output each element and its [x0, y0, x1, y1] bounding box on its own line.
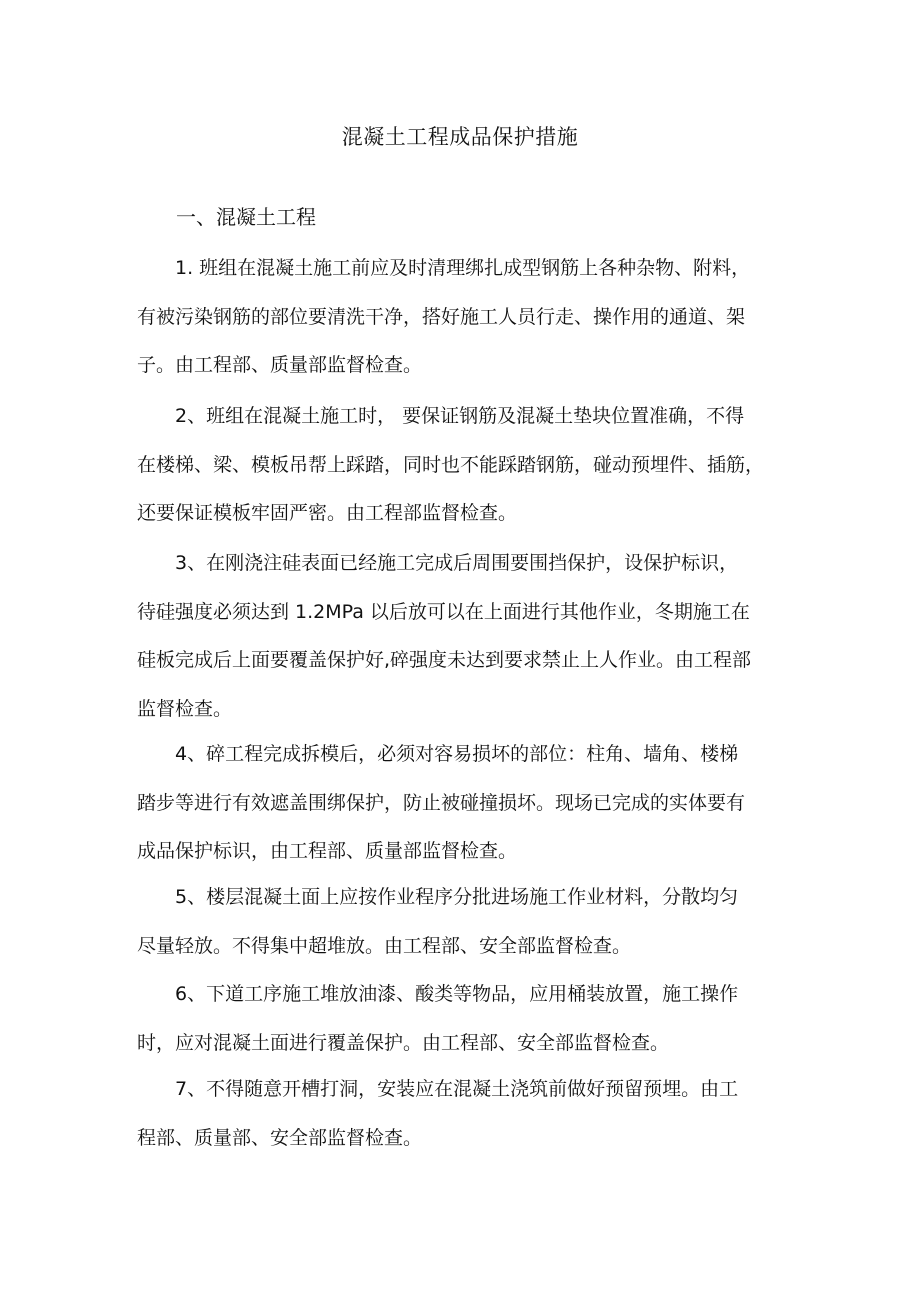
- section-heading: 一、混凝土工程: [176, 205, 316, 229]
- paragraph-line: 成品保护标识，由工程部、质量部监督检查。: [137, 840, 518, 862]
- paragraph-line: 4、碎工程完成拆模后，必须对容易损坏的部位：柱角、墙角、楼梯: [175, 743, 739, 765]
- paragraph-line: 在楼梯、梁、模板吊帮上踩踏，同时也不能踩踏钢筋，碰动预埋件、插筋，: [137, 453, 765, 476]
- document-title: 混凝土工程成品保护措施: [341, 125, 579, 149]
- paragraph-line: 程部、质量部、安全部监督检查。: [137, 1126, 423, 1149]
- paragraph-line: 子。由工程部、质量部监督检查。: [137, 354, 423, 376]
- paragraph-3: [137, 539, 787, 733]
- paragraph-line: 硅板完成后上面要覆盖保护好,碎强度未达到要求禁止上人作业。由工程部: [137, 649, 752, 671]
- paragraph-4: [137, 730, 787, 876]
- paragraph-line: 有被污染钢筋的部位要清洗干净，搭好施工人员行走、操作用的通道、架: [137, 305, 746, 328]
- paragraph-2: [137, 392, 787, 538]
- paragraph-line: 尽量轻放。不得集中超堆放。由工程部、安全部监督检查。: [137, 934, 632, 957]
- paragraph-line: 6、下道工序施工堆放油漆、酸类等物品，应用桶装放置，施工操作: [175, 983, 739, 1005]
- paragraph-line: 踏步等进行有效遮盖围绑保护，防止被碰撞损坏。现场已完成的实体要有: [137, 791, 746, 814]
- paragraph-line: 还要保证模板牢固严密。由工程部监督检查。: [137, 502, 518, 524]
- paragraph-line: 监督检查。: [137, 697, 233, 720]
- paragraph-7: [137, 1065, 787, 1162]
- paragraph-line: 7、不得随意开槽打洞，安装应在混凝土浇筑前做好预留预埋。由工: [175, 1078, 739, 1100]
- paragraph-5: [137, 873, 787, 970]
- paragraph-line: 时，应对混凝土面进行覆盖保护。由工程部、安全部监督检查。: [137, 1031, 670, 1054]
- paragraph-line: 待硅强度必须达到 1.2MPa 以后放可以在上面进行其他作业，冬期施工在: [137, 600, 750, 623]
- paragraph-line: 1. 班组在混凝土施工前应及时清理绑扎成型钢筋上各种杂物、附料，: [175, 257, 751, 279]
- paragraph-6: [137, 970, 787, 1067]
- paragraph-1: [137, 244, 787, 390]
- paragraph-line: 3、在刚浇注硅表面已经施工完成后周围要围挡保护，设保护标识，: [175, 552, 739, 574]
- paragraph-line: 2、班组在混凝土施工时， 要保证钢筋及混凝土垫块位置准确，不得: [175, 405, 745, 427]
- paragraph-line: 5、楼层混凝土面上应按作业程序分批进场施工作业材料，分散均匀: [175, 886, 739, 908]
